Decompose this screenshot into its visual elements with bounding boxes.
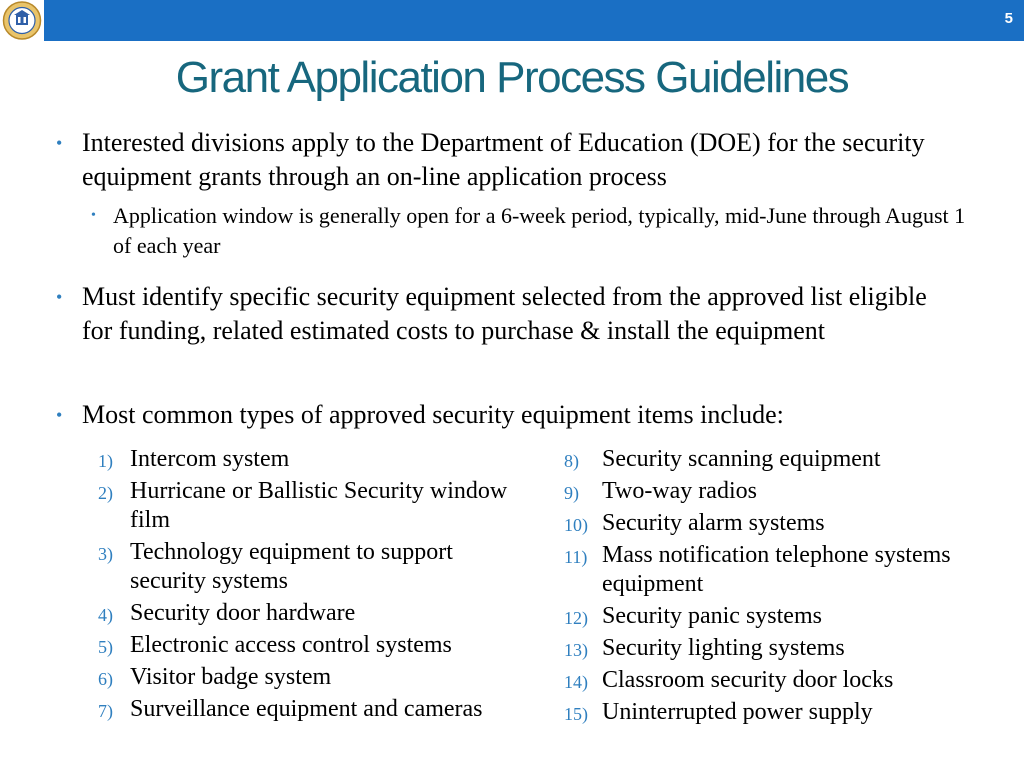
bullet-common-types	[56, 398, 982, 432]
department-seal-icon	[2, 1, 42, 40]
list-item: 3) Technology equipment to support security systems	[98, 539, 453, 594]
list-item: 12) Security panic systems	[564, 603, 822, 629]
list-item: 11) Mass notification telephone systems equipment	[564, 542, 951, 597]
bullet-text: Must identify specific security equipment selected from the approved list eligible for funding, related estimated costs to purchase & install the equipment	[82, 282, 927, 345]
page-title: Grant Application Process Guidelines	[175, 53, 849, 102]
slide-number: 5	[1004, 10, 1013, 27]
list-item: 15) Uninterrupted power supply	[564, 699, 873, 725]
list-item: 6) Visitor badge system	[98, 664, 332, 690]
bullet-dot-icon: •	[91, 208, 96, 223]
bullet-text: Interested divisions apply to the Department of Education (DOE) for the security equipment grants through an on-line application process	[82, 128, 925, 191]
bullet-text: Most common types of approved security equipment items include:	[82, 400, 784, 429]
list-item: 4) Security door hardware	[98, 600, 356, 626]
list-item: 13) Security lighting systems	[564, 635, 845, 661]
header-bar	[0, 0, 1024, 41]
department-seal	[0, 0, 44, 41]
equipment-list-left	[98, 445, 530, 727]
bullet-identify	[56, 280, 962, 348]
bullet-dot-icon: •	[56, 287, 63, 307]
list-item: 7) Surveillance equipment and cameras	[98, 696, 483, 722]
bullet-dot-icon: •	[56, 405, 63, 425]
list-item: 2) Hurricane or Ballistic Security window film	[98, 478, 508, 533]
sub-bullet-window	[91, 201, 973, 261]
bullet-text: Application window is generally open for a 6-week period, typically, mid-June through August 1 of each year	[113, 203, 966, 258]
list-item: 1) Intercom system	[98, 446, 290, 472]
equipment-list-right	[564, 445, 1002, 730]
list-item: 9) Two-way radios	[564, 478, 757, 504]
list-item: 10) Security alarm systems	[564, 510, 825, 536]
list-item: 5) Electronic access control systems	[98, 632, 452, 658]
bullet-dot-icon: •	[56, 133, 63, 153]
list-item: 8) Security scanning equipment	[564, 446, 881, 472]
list-item: 14) Classroom security door locks	[564, 667, 894, 693]
bullet-apply	[56, 126, 962, 194]
